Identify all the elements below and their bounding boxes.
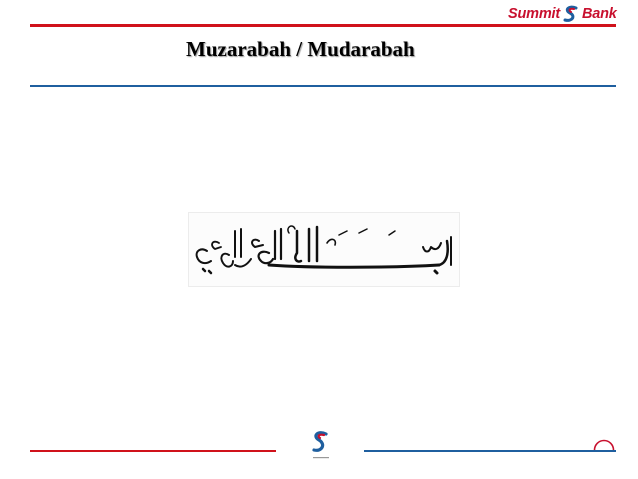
summit-bank-logo — [508, 4, 617, 24]
bismillah-calligraphy-image — [188, 212, 460, 287]
footer-red-rule — [30, 450, 276, 452]
footer-blue-rule — [364, 450, 616, 452]
bismillah-calligraphy-icon — [189, 213, 459, 286]
header-red-rule — [30, 24, 616, 27]
title-blue-rule — [30, 85, 616, 87]
summit-s-icon — [561, 4, 581, 24]
summit-s-logo-icon — [306, 428, 336, 462]
logo-word-summit: Summit — [508, 6, 560, 22]
circle-icon — [593, 434, 615, 456]
logo-word-bank: Bank — [581, 6, 617, 22]
slide-title: Muzarabah / Mudarabah — [186, 37, 415, 61]
